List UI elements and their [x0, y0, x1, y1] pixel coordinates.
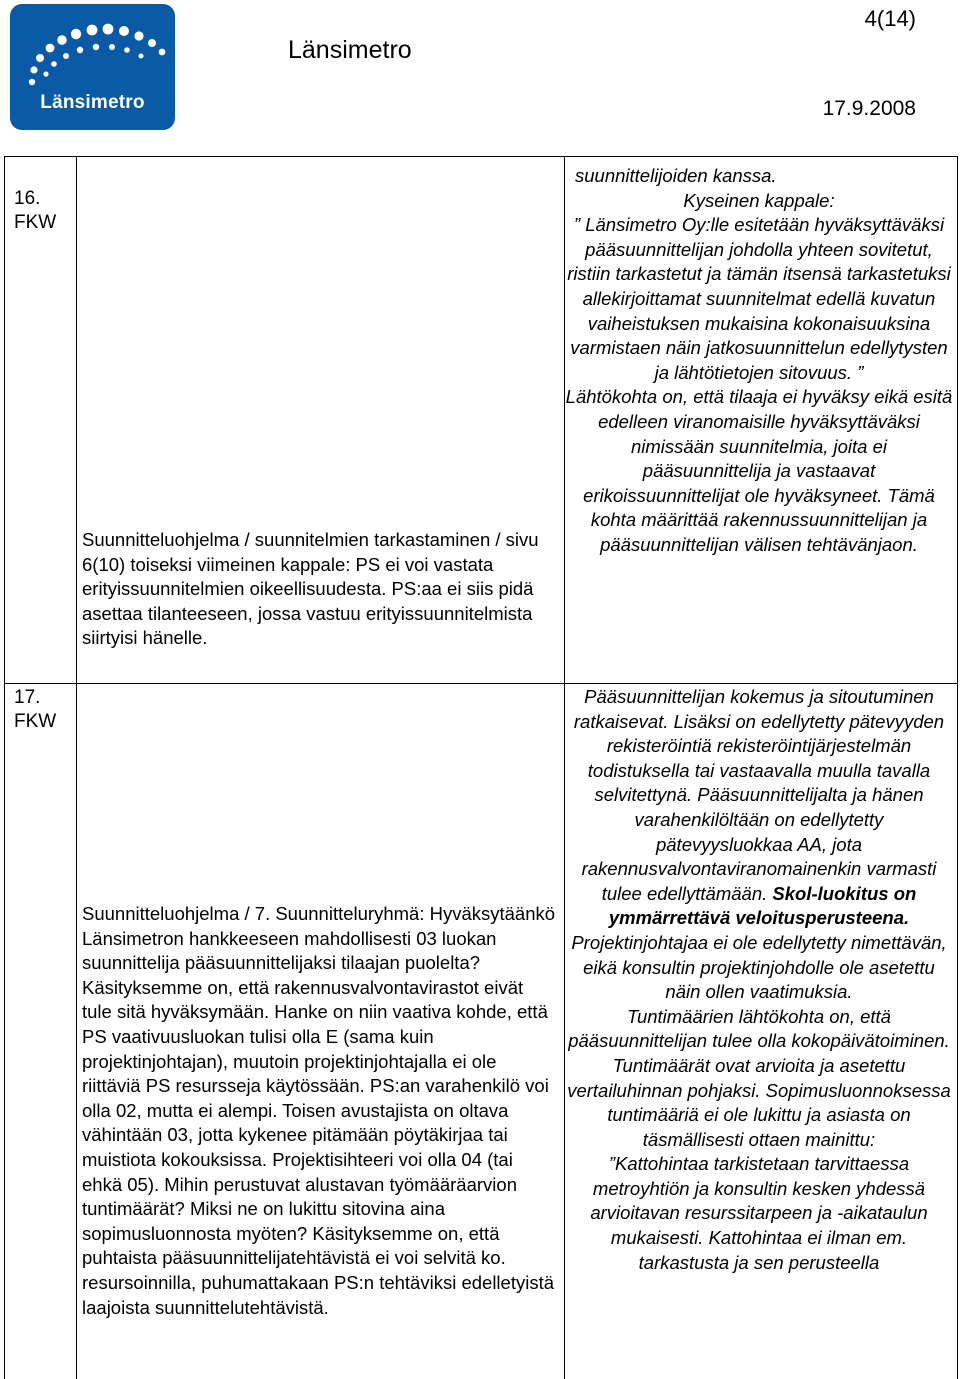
comment-cell [82, 528, 557, 651]
response-text: Pääsuunnittelijan kokemus ja sitoutuminen ratkaisevat. Lisäksi on edellytetty pätevyyden rekisteröintiä rekisteröintijärjestelmän todistuksella tai vastaavalla muulla tavalla selvitettynä. Pääsuunnittelijalta ja hänen varahenkilöltään on edellytetty pätevyysluokkaa AA, jota rakennusvalvontaviranomainenkin varmasti tulee edellyttämään. [573, 686, 945, 904]
comment-cell [82, 902, 557, 1320]
row-number-cell [14, 686, 56, 734]
response-cell [565, 685, 953, 1275]
response-cell [565, 164, 953, 558]
logo-text: Länsimetro [40, 92, 145, 113]
response-paragraph [565, 685, 953, 931]
table-right-border [957, 156, 958, 1379]
column-divider [76, 156, 77, 1379]
response-quote: ” Länsimetro Oy:lle esitetään hyväksyttäväksi pääsuunnittelijan johdolla yhteen sovitetut, ristiin tarkastetut ja tämän itsensä tarkastetuksi allekirjoittamat suunnitelmat edellä kuvatun vaiheistuksen mukaisina kokonaisuuksina varmistaen näin jatkosuunnittelun edellytysten ja lähtötietojen sitovuus. ” [567, 214, 951, 383]
response-continued: suunnittelijoiden kanssa. [575, 165, 777, 186]
row-author: FKW [14, 212, 57, 233]
page-number: 4(14) [864, 6, 916, 31]
row-number-cell [14, 187, 56, 235]
response-quote: ”Kattohintaa tarkistetaan tarvittaessa metroyhtiön ja konsultin kesken yhdessä arvioitavan resurssitarpeen ja -aikataulun mukaisesti. Kattohintaa ei ilman em. tarkastusta ja sen perusteella [590, 1153, 928, 1273]
response-bold-text: Skol-luokitus on ymmärrettävä veloitusperusteena. [608, 882, 917, 929]
row-number: 16. [14, 188, 41, 209]
response-paragraph: Projektinjohtajaa ei ole edellytetty nimettävän, eikä konsultin projektinjohdolle ole asetettu näin ollen vaatimuksia. [571, 931, 947, 1003]
lansimetro-logo [10, 4, 175, 130]
response-line: Kyseinen kappale: [683, 189, 835, 211]
row-author: FKW [14, 711, 57, 732]
response-paragraph: Tuntimäärien lähtökohta on, että pääsuunnittelijan tulee olla kokopäivätoiminen. Tuntimäärät ovat arvioita ja asetettu vertailuhinnan pohjaksi. Sopimusluonnoksessa tuntimääriä ei ole lukittu ja asiasta on täsmällisesti ottaen mainittu: [567, 1005, 951, 1150]
row-number: 17. [14, 687, 41, 708]
response-line: Lähtökohta on, että tilaaja ei hyväksy eikä esitä edelleen viranomaisille hyväksyttäväksi nimissään suunnitelmia, joita ei pääsuunnittelija ja vastaavat erikoissuunnittelijat ole hyväksyneet. Tämä kohta määrittää rakennussuunnittelijan ja pääsuunnittelijan välisen tehtävänjaon. [565, 386, 953, 555]
document-title: Länsimetro [288, 36, 412, 64]
comment-text: Suunnitteluohjelma / suunnitelmien tarkastaminen / sivu 6(10) toiseksi viimeinen kappale: PS ei voi vastata erityissuunnitelmien oikeellisuudesta. PS:aa ei siis pidä asettaa tilanteeseen, jossa vastuu erityissuunnitelmista siirtyisi hänelle. [82, 529, 539, 649]
comment-text: Suunnitteluohjelma / 7. Suunnitteluryhmä: Hyväksytäänkö Länsimetron hankkeeseen mahdollisesti 03 luokan suunnittelija pääsuunnittelijaksi tilaajan puolelta? Käsityksemme on, että rakennusvalvontavirastot eivät tule sitä hyväksymään. Hanke on niin vaativa kohde, että PS vaativuusluokan tulisi olla E (sama kuin projektinjohtajan), muutoin projektinjohtajalla ei ole riittäviä PS resursseja käytössään. PS:an varahenkilö voi olla 02, mutta ei alempi. Toisen avustajista on oltava vähintään 03, jotta kykenee pitämään pöytäkirjaa tai muistiota kokouksissa. Projektisihteeri voi olla 04 (tai ehkä 05). Mihin perustuvat alustavan työmääräarvion tuntimäärät? Miksi ne on lukittu sitovina aina sopimusluonnosta myöten? Käsityksemme on, että puhtaista pääsuunnittelijatehtävistä ei voi selvitä ko. resursoinnilla, puhumattakaan PS:n tehtäviksi edelletyistä laajoista suunnittelutehtävistä. [82, 903, 556, 1318]
row-divider [4, 683, 958, 684]
document-date: 17.9.2008 [822, 97, 916, 120]
